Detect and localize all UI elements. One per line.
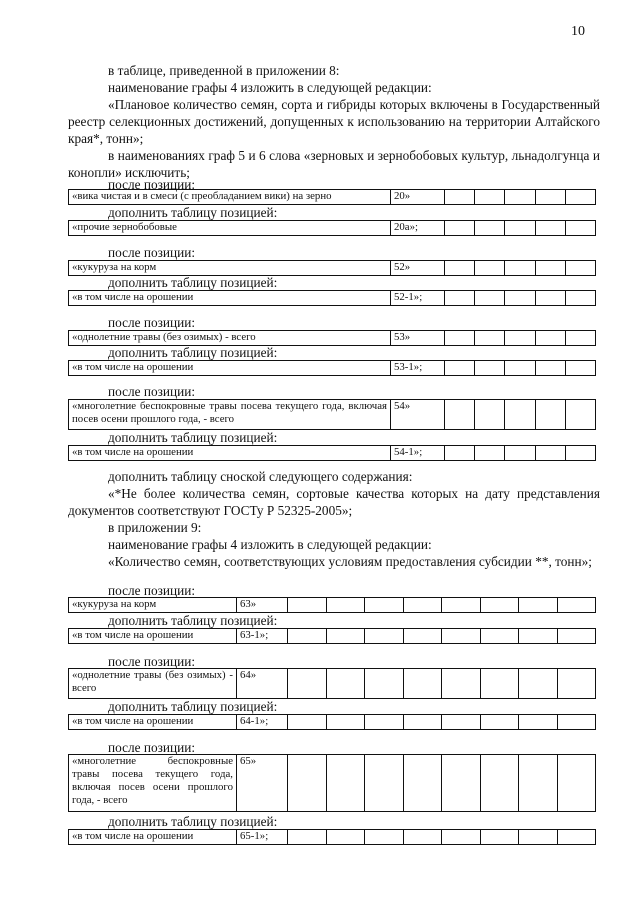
empty-value-cell	[288, 755, 327, 812]
position-code: 63»	[237, 598, 288, 613]
after-position-label: после позиции:	[108, 177, 196, 192]
position-code: 53»	[391, 331, 445, 346]
empty-value-cell	[445, 261, 475, 276]
page-number: 10	[571, 24, 585, 39]
empty-value-cell	[403, 629, 442, 644]
empty-value-cell	[505, 221, 535, 236]
position-code: 65-1»;	[237, 830, 288, 845]
table-row	[69, 755, 596, 812]
add-position-label: дополнить таблицу позицией:	[108, 430, 278, 445]
table-row	[69, 715, 596, 730]
position-table	[68, 829, 596, 845]
empty-value-cell	[326, 669, 365, 699]
empty-value-cell	[475, 331, 505, 346]
position-table	[68, 714, 596, 730]
empty-value-cell	[445, 446, 475, 461]
empty-value-cell	[519, 755, 558, 812]
empty-value-cell	[535, 361, 565, 376]
empty-value-cell	[365, 669, 404, 699]
empty-value-cell	[480, 598, 519, 613]
position-table	[68, 220, 596, 236]
table-row	[69, 629, 596, 644]
position-name: «в том числе на орошении	[69, 629, 237, 644]
paragraph-col56-remove: в наименованиях граф 5 и 6 слова «зерновых и зернобобовых культур, льнадолгунца и конопли» исключить;	[68, 148, 600, 180]
position-table	[68, 628, 596, 644]
empty-value-cell	[535, 190, 565, 205]
table-row	[69, 331, 596, 346]
position-name: «в том числе на орошении	[69, 291, 391, 306]
empty-value-cell	[442, 715, 481, 730]
empty-value-cell	[480, 715, 519, 730]
empty-value-cell	[565, 400, 595, 430]
empty-value-cell	[505, 446, 535, 461]
after-position-label: после позиции:	[108, 384, 196, 399]
position-table	[68, 360, 596, 376]
empty-value-cell	[480, 629, 519, 644]
empty-value-cell	[565, 221, 595, 236]
position-name: «в том числе на орошении	[69, 361, 391, 376]
empty-value-cell	[565, 291, 595, 306]
position-table	[68, 189, 596, 205]
empty-value-cell	[445, 331, 475, 346]
empty-value-cell	[442, 598, 481, 613]
empty-value-cell	[442, 755, 481, 812]
empty-value-cell	[403, 598, 442, 613]
empty-value-cell	[535, 400, 565, 430]
position-code: 54-1»;	[391, 446, 445, 461]
position-name: «кукуруза на корм	[69, 598, 237, 613]
empty-value-cell	[519, 830, 558, 845]
position-table	[68, 597, 596, 613]
empty-value-cell	[288, 715, 327, 730]
empty-value-cell	[475, 361, 505, 376]
empty-value-cell	[326, 598, 365, 613]
empty-value-cell	[557, 669, 596, 699]
empty-value-cell	[442, 669, 481, 699]
empty-value-cell	[557, 755, 596, 812]
table-row	[69, 446, 596, 461]
position-name: «многолетние беспокровные травы посева текущего года, включая посев осени прошлого года, - всего	[69, 400, 391, 430]
empty-value-cell	[535, 446, 565, 461]
empty-value-cell	[519, 629, 558, 644]
empty-value-cell	[480, 669, 519, 699]
empty-value-cell	[557, 830, 596, 845]
empty-value-cell	[557, 598, 596, 613]
empty-value-cell	[326, 715, 365, 730]
after-position-label: после позиции:	[108, 245, 196, 260]
position-table	[68, 290, 596, 306]
empty-value-cell	[445, 291, 475, 306]
position-name: «однолетние травы (без озимых) - всего	[69, 669, 237, 699]
empty-value-cell	[445, 221, 475, 236]
table-row	[69, 598, 596, 613]
empty-value-cell	[480, 830, 519, 845]
position-table	[68, 445, 596, 461]
empty-value-cell	[565, 361, 595, 376]
position-table	[68, 260, 596, 276]
position-table	[68, 330, 596, 346]
add-position-label: дополнить таблицу позицией:	[108, 699, 278, 714]
add-position-label: дополнить таблицу позицией:	[108, 345, 278, 360]
position-name: «прочие зернобобовые	[69, 221, 391, 236]
position-table	[68, 668, 596, 699]
empty-value-cell	[365, 715, 404, 730]
paragraph-col4-rename-9: наименование графы 4 изложить в следующей редакции:	[108, 537, 432, 552]
table-row	[69, 291, 596, 306]
table-row	[69, 221, 596, 236]
empty-value-cell	[475, 190, 505, 205]
empty-value-cell	[403, 715, 442, 730]
empty-value-cell	[475, 221, 505, 236]
position-code: 63-1»;	[237, 629, 288, 644]
table-row	[69, 830, 596, 845]
empty-value-cell	[288, 669, 327, 699]
empty-value-cell	[480, 755, 519, 812]
add-position-label: дополнить таблицу позицией:	[108, 814, 278, 829]
position-code: 65»	[237, 755, 288, 812]
add-position-label: дополнить таблицу позицией:	[108, 275, 278, 290]
position-code: 64»	[237, 669, 288, 699]
empty-value-cell	[403, 830, 442, 845]
empty-value-cell	[565, 261, 595, 276]
empty-value-cell	[288, 629, 327, 644]
empty-value-cell	[505, 400, 535, 430]
position-name: «однолетние травы (без озимых) - всего	[69, 331, 391, 346]
empty-value-cell	[365, 598, 404, 613]
after-position-label: после позиции:	[108, 654, 196, 669]
empty-value-cell	[557, 715, 596, 730]
table-row	[69, 669, 596, 699]
empty-value-cell	[365, 830, 404, 845]
position-table	[68, 754, 596, 812]
paragraph-appendix9: в приложении 9:	[108, 520, 202, 535]
paragraph-add-footnote: дополнить таблицу сноской следующего содержания:	[108, 469, 413, 484]
empty-value-cell	[442, 830, 481, 845]
empty-value-cell	[445, 190, 475, 205]
table-row	[69, 361, 596, 376]
position-name: «в том числе на орошении	[69, 446, 391, 461]
empty-value-cell	[445, 361, 475, 376]
paragraph-col4-rename: наименование графы 4 изложить в следующей редакции:	[108, 80, 432, 95]
position-code: 53-1»;	[391, 361, 445, 376]
position-name: «вика чистая и в смеси (с преобладанием вики) на зерно	[69, 190, 391, 205]
empty-value-cell	[519, 598, 558, 613]
after-position-label: после позиции:	[108, 583, 196, 598]
position-name: «многолетние беспокровные травы посева текущего года, включая посев осени прошлого года, - всего	[69, 755, 237, 812]
empty-value-cell	[288, 598, 327, 613]
empty-value-cell	[326, 755, 365, 812]
add-position-label: дополнить таблицу позицией:	[108, 613, 278, 628]
empty-value-cell	[565, 446, 595, 461]
position-code: 52-1»;	[391, 291, 445, 306]
empty-value-cell	[535, 291, 565, 306]
empty-value-cell	[365, 629, 404, 644]
empty-value-cell	[403, 669, 442, 699]
position-name: «в том числе на орошении	[69, 715, 237, 730]
empty-value-cell	[445, 400, 475, 430]
empty-value-cell	[505, 261, 535, 276]
table-row	[69, 261, 596, 276]
empty-value-cell	[475, 291, 505, 306]
position-table	[68, 399, 596, 430]
empty-value-cell	[505, 190, 535, 205]
empty-value-cell	[403, 755, 442, 812]
paragraph-appendix8: в таблице, приведенной в приложении 8:	[108, 63, 340, 78]
empty-value-cell	[505, 331, 535, 346]
empty-value-cell	[365, 755, 404, 812]
empty-value-cell	[519, 715, 558, 730]
empty-value-cell	[565, 190, 595, 205]
empty-value-cell	[535, 261, 565, 276]
position-code: 20а»;	[391, 221, 445, 236]
add-position-label: дополнить таблицу позицией:	[108, 205, 278, 220]
empty-value-cell	[557, 629, 596, 644]
table-row	[69, 190, 596, 205]
empty-value-cell	[535, 331, 565, 346]
table-row	[69, 400, 596, 430]
empty-value-cell	[565, 331, 595, 346]
empty-value-cell	[505, 361, 535, 376]
empty-value-cell	[326, 629, 365, 644]
empty-value-cell	[535, 221, 565, 236]
empty-value-cell	[505, 291, 535, 306]
after-position-label: после позиции:	[108, 315, 196, 330]
empty-value-cell	[288, 830, 327, 845]
paragraph-col4-new-title-9: «Количество семян, соответствующих условиям предоставления субсидии **, тонн»;	[108, 554, 593, 569]
empty-value-cell	[326, 830, 365, 845]
position-name: «кукуруза на корм	[69, 261, 391, 276]
empty-value-cell	[475, 446, 505, 461]
paragraph-footnote-text: «*Не более количества семян, сортовые качества которых на дату представления документов соответствуют ГОСТу Р 52325-2005»;	[68, 486, 600, 518]
after-position-label: после позиции:	[108, 740, 196, 755]
empty-value-cell	[519, 669, 558, 699]
empty-value-cell	[475, 261, 505, 276]
position-code: 52»	[391, 261, 445, 276]
position-name: «в том числе на орошении	[69, 830, 237, 845]
paragraph-col4-new-title: «Плановое количество семян, сорта и гибриды которых включены в Государственный реестр селекционных достижений, допущенных к использованию на территории Алтайского края*, тонн»;	[68, 97, 600, 146]
position-code: 54»	[391, 400, 445, 430]
position-code: 64-1»;	[237, 715, 288, 730]
empty-value-cell	[475, 400, 505, 430]
position-code: 20»	[391, 190, 445, 205]
empty-value-cell	[442, 629, 481, 644]
